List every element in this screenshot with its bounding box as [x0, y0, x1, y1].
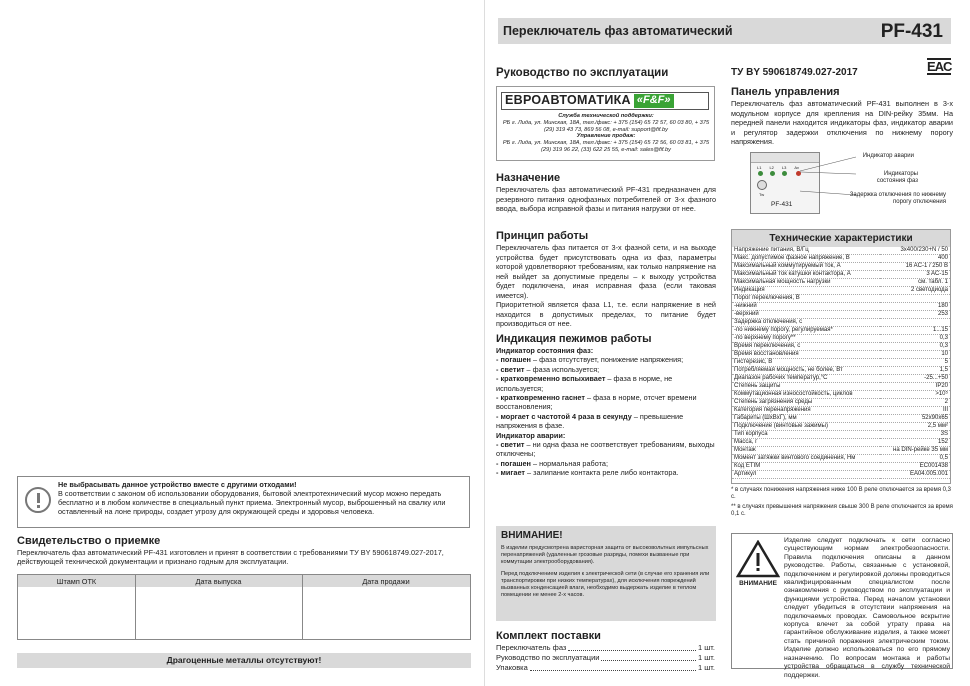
modes-line: - погашен – фаза отсутствует, понижение напряжения; — [496, 355, 684, 365]
acceptance-table — [17, 574, 471, 640]
spec-param: Монтаж — [732, 447, 880, 455]
spec-param: Подключение (винтовые зажимы) — [732, 423, 880, 431]
attention-title: ВНИМАНИЕ! — [501, 530, 563, 541]
spec-param: -по верхнему порогу** — [732, 335, 880, 343]
spec-param: Момент затяжки винтового соединения, Нм — [732, 455, 880, 463]
safety-warning-label: ВНИМАНИЕ — [739, 580, 777, 587]
spec-value: 253 — [880, 311, 950, 319]
spec-param: Макс. допустимое фазное напряжение, В — [732, 255, 880, 263]
phase-led-icon — [782, 171, 787, 176]
kit-item: Упаковка 1 шт. — [496, 663, 715, 672]
purpose-title: Назначение — [496, 172, 561, 184]
left-page — [0, 0, 484, 686]
brand-box — [496, 86, 715, 161]
spec-value: >10⁵ — [880, 391, 950, 399]
spec-param: Задержка отключения, с — [732, 319, 880, 327]
spec-value: 0,3 — [880, 335, 950, 343]
spec-value: EA04.005.001 — [880, 471, 950, 479]
spec-value: 400 — [880, 255, 950, 263]
spec-param: Потребляемая мощность, не более, Вт — [732, 367, 880, 375]
device-model-label: PF-431 — [771, 201, 793, 208]
spec-row — [732, 311, 950, 319]
spec-row — [732, 383, 950, 391]
product-model: PF-431 — [880, 21, 943, 42]
modes-line: - моргает с частотой 4 раза в секунду – превышение напряжения в фазе. — [496, 411, 684, 431]
spec-row — [732, 439, 950, 447]
spec-param: Максимальный коммутируемый ток, А — [732, 263, 880, 271]
spec-param: Категория перенапряжения — [732, 407, 880, 415]
spec-param: Время переключения, с — [732, 343, 880, 351]
spec-row — [732, 271, 950, 279]
spec-param: -верхний — [732, 311, 880, 319]
modes-line: - кратковременно гаснет – фаза в норме, отсчет времени восстановления; — [496, 393, 697, 412]
spec-value: EC001438 — [880, 463, 950, 471]
principle-text-1: Переключатель фаз питается от 3-х фазной сети, и на выходе устройства будет присутствовать одна из фаз, параметры которой удовлетворяют требованиям, как только напряжение на ней выйдет за допустимые пределы – к выходу устройства будет подключена, иная исправная фаза (если таковая имеется). — [496, 243, 716, 300]
recycle-warning-title: Не выбрасывать данное устройство вместе с другими отходами! — [58, 480, 297, 489]
spec-value: см. табл. 1 — [880, 279, 950, 287]
spec-row — [732, 295, 950, 303]
spec-row — [732, 263, 950, 271]
info-icon — [25, 487, 51, 513]
support-text: РБ г. Лида, ул. Минская, 18А, тел./факс: + 375 (154) 65 72 57, 60 03 80, + 375 (29) 319 43 73, 869 56 08, e-mail: support@fif.by — [502, 119, 710, 133]
modes-line: Индикатор аварии: — [496, 430, 566, 440]
specs-table — [732, 247, 950, 479]
spec-row — [732, 255, 950, 263]
spec-row — [732, 399, 950, 407]
spec-row — [732, 343, 950, 351]
spec-param: Степень загрязнения среды — [732, 399, 880, 407]
spec-param: Максимальный ток катушки контактора, А — [732, 271, 880, 279]
spec-value: 3x400/230+N / 50 — [880, 247, 950, 255]
specs-footnote: ** в случаях превышения напряжения свыше 300 В реле отключается за время 0,1 с. — [731, 504, 953, 517]
panel-title: Панель управления — [731, 86, 840, 98]
spec-param: Тип корпуса — [732, 431, 880, 439]
header-bar — [498, 18, 951, 44]
spec-value: IP20 — [880, 383, 950, 391]
spec-param: Габариты (ШxВxГ), мм — [732, 415, 880, 423]
brand-logo-badge: «F&F» — [634, 94, 674, 108]
kit-title: Комплект поставки — [496, 630, 601, 642]
spec-row — [732, 287, 950, 295]
spec-param: Напряжение питания, В/Гц — [732, 247, 880, 255]
specs-footnote: * в случаях понижения напряжения ниже 100 В реле отключается за время 0,3 с. — [731, 487, 951, 500]
manual-title: Руководство по эксплуатации — [496, 67, 669, 79]
modes-line: - светит – ни одна фаза не соответствует требованиям, выходы отключены; — [496, 440, 715, 459]
precious-metals-bar — [17, 653, 471, 668]
modes-line: - мигает – залипание контакта реле либо контактора. — [496, 468, 679, 478]
spec-value: на DIN-рейке 35 мм — [880, 447, 950, 455]
spec-row — [732, 319, 950, 327]
eac-mark: EAC — [927, 59, 952, 74]
spec-row — [732, 279, 950, 287]
certificate-text: Переключатель фаз автоматический PF-431 изготовлен и принят в соответствии с требованиями ТУ BY 590618749.027-2017, действующей технической документации и признано годным для эксплуатации. — [17, 548, 444, 566]
spec-param: Масса, г — [732, 439, 880, 447]
spec-value: -25...+50 — [880, 375, 950, 383]
spec-value: 10 — [880, 351, 950, 359]
spec-param: Артикул — [732, 471, 880, 479]
support-title: Служба технической поддержки: — [558, 113, 654, 119]
modes-line: - кратковременно вспыхивает – фаза в норме, не используется; — [496, 374, 673, 393]
spec-param: Степень защиты — [732, 383, 880, 391]
modes-title: Индикация пежимов работы — [496, 333, 652, 345]
spec-value — [880, 319, 950, 327]
spec-param: Диапазон рабочих температур,°С — [732, 375, 880, 383]
spec-value: 1...15 — [880, 327, 950, 335]
spec-value: 2 светодиода — [880, 287, 950, 295]
led-label: L2 — [769, 165, 774, 170]
led-label: Av — [794, 165, 799, 170]
safety-warning-box — [731, 533, 953, 679]
attention-text-2: Перед подключением изделия к электрической сети (в случае его хранения или транспортировки при низких температурах), для исключения повреждений вызванных конденсацией влаги, необходимо выдержать изделие в теплом помещении не менее 2-х часов. — [501, 570, 710, 598]
spec-value: 3S — [880, 431, 950, 439]
kit-item: Переключатель фаз 1 шт. — [496, 643, 715, 652]
knob-label: Tw — [759, 192, 765, 197]
spec-value: 5 — [880, 359, 950, 367]
spec-value: III — [880, 407, 950, 415]
product-title: Переключатель фаз автоматический — [503, 24, 733, 38]
spec-param: Порог переключения, В — [732, 295, 880, 303]
brand-logo-text: ЕВРОАВТОМАТИКА — [505, 93, 631, 108]
sale-date-column-header: Дата продажи — [362, 577, 410, 586]
spec-param: Максимальная мощность нагрузки — [732, 279, 880, 287]
spec-value: 152 — [880, 439, 950, 447]
spec-row — [732, 431, 950, 439]
phase-led-icon — [758, 171, 763, 176]
sales-title: Управление продаж: — [576, 133, 636, 140]
spec-param: Индикация — [732, 287, 880, 295]
led-label: L1 — [757, 165, 762, 170]
specs-box — [731, 229, 951, 484]
precious-metals-text: Драгоценные металлы отсутствуют! — [166, 655, 322, 665]
attention-text-1: В изделии предусмотрена варисторная защита от высоковольтных импульсных перенапряжений (удаленные грозовые разряды, помехи вызванные при коммутации электрооборудования). — [501, 544, 709, 565]
kit-item: Руководство по эксплуатации 1 шт. — [496, 653, 715, 662]
spec-row — [732, 407, 950, 415]
spec-row — [732, 471, 950, 479]
spec-param: -по нижнему порогу, регулируемая* — [732, 327, 880, 335]
spec-value: 1,5 — [880, 367, 950, 375]
callout-delay: Задержка отключения по нижнему порогу отключения — [849, 192, 946, 205]
recycle-warning-text: В соответствии с законом об использовании оборудования, бытовой электротехнический мусор можно передать бесплатно и в любом количестве в специальный пункт приема. Электронный мусор, выброшенный на свалку или оставленный на лоне природы, создает угрозу для окружающей среды и здоровья человека. — [58, 489, 446, 516]
spec-param: Коммутационная износостойкость, циклов — [732, 391, 880, 399]
recycle-warning-box — [17, 476, 470, 528]
stamp-column-header: Штамп ОТК — [56, 577, 97, 586]
modes-line: Индикатор состояния фаз: — [496, 346, 594, 355]
spec-value: 52x90x65 — [880, 415, 950, 423]
spec-value: 0,5 — [880, 455, 950, 463]
spec-value: 3 AC-15 — [880, 271, 950, 279]
warning-triangle-icon — [736, 540, 780, 578]
spec-value: 180 — [880, 303, 950, 311]
spec-row — [732, 415, 950, 423]
right-page — [484, 0, 970, 686]
spec-row — [732, 423, 950, 431]
kit-list — [496, 643, 715, 673]
phase-led-icon — [770, 171, 775, 176]
spec-value: 0,3 — [880, 343, 950, 351]
attention-box — [496, 526, 716, 621]
release-date-column-header: Дата выпуска — [195, 577, 242, 586]
spec-param: Гистерезис, В — [732, 359, 880, 367]
spec-row — [732, 367, 950, 375]
spec-row — [732, 455, 950, 463]
safety-warning-text: Изделие следует подключать к сети согласно существующим нормам электробезопасности. Правила подключения описаны в данном руководстве. Работы, связанные с установкой, подключением и регулировкой должны проводиться квалифицированным специалистом после ознакомления с руководством по эксплуатации и функциями устройства. Перед началом установки следует убедиться в отсутствии напряжения на подключаемых проводах. Самовольное вскрытие корпуса влечет за собой утрату права на гарантийное обслуживание изделия, а также может стать причиной поражения электрическим током. Изделие должно использоваться по его прямому назначению. По вопросам монтажа и работы устройства обращаться в службу технической поддержки. — [784, 537, 950, 679]
callout-alarm-indicator: Индикатор аварии — [862, 153, 914, 159]
spec-value: 16 AC-1 / 250 В — [880, 263, 950, 271]
tu-number: ТУ BY 590618749.027-2017 — [731, 67, 858, 78]
spec-value: 2 — [880, 399, 950, 407]
certificate-title: Свидетельство о приемке — [17, 535, 161, 547]
spec-row — [732, 327, 950, 335]
spec-value: 2,5 мм² — [880, 423, 950, 431]
spec-param: Код ETIM — [732, 463, 880, 471]
led-label: L3 — [781, 165, 787, 170]
spec-row — [732, 359, 950, 367]
spec-row — [732, 447, 950, 455]
spec-row — [732, 351, 950, 359]
modes-line: - светит – фаза используется; — [496, 364, 600, 374]
modes-line: - погашен – нормальная работа; — [496, 458, 608, 468]
principle-title: Принцип работы — [496, 230, 589, 242]
sales-text: РБ г. Лида, ул. Минская, 18А, тел./факс: + 375 (154) 65 72 56, 60 03 81, + 375 (29) 319 96 22, (33) 622 25 55, e-mail: sales@fif.by — [502, 140, 710, 153]
spec-row — [732, 303, 950, 311]
specs-title: Технические характеристики — [732, 230, 950, 247]
spec-row — [732, 375, 950, 383]
spec-row — [732, 247, 950, 255]
spec-param: Время восстановления — [732, 351, 880, 359]
spec-param: -нижний — [732, 303, 880, 311]
spec-row — [732, 463, 950, 471]
spec-row — [732, 335, 950, 343]
panel-text: Переключатель фаз автоматический PF-431 выполнен в 3-х модульном корпусе для крепления на DIN-рейку 35мм. На передней панели находится индикаторы фаз, индикатор аварии и регулятор задержки отключения по нижнему порогу напряжения. — [731, 99, 953, 146]
callout-phase-indicators: Индикаторы состояния фаз — [876, 171, 918, 184]
modes-list — [496, 346, 716, 478]
spec-value — [880, 295, 950, 303]
brand-logo — [501, 92, 709, 110]
principle-text-2: Приоритетной является фаза L1, т.е. если напряжение в ней находится в допустимых пределах, то питание будет производиться от нее. — [496, 300, 716, 328]
spec-row — [732, 391, 950, 399]
purpose-text: Переключатель фаз автоматический PF-431 предназначен для резервного питания однофазных потребителей от 3-х фазного ввода, выбора исправной фазы и питания нагрузки от нее. — [496, 185, 716, 213]
delay-knob-icon — [757, 180, 767, 190]
